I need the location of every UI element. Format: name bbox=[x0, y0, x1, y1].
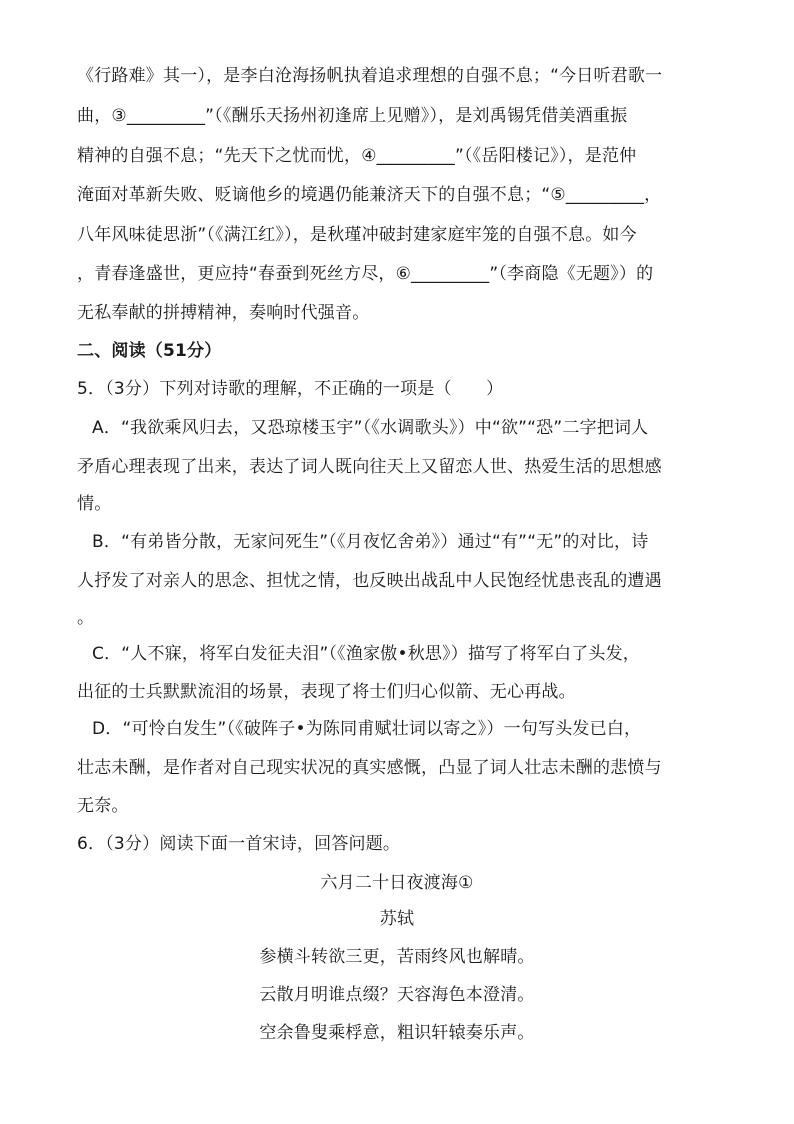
poem-title: 六月二十日夜渡海① bbox=[320, 873, 474, 893]
poem-line: 云散月明谁点缀？天容海色本澄清。 bbox=[259, 985, 535, 1005]
option-d-line: D．“可怜白发生”（《破阵子•为陈同甫赋壮词以寄之》）一句写头发已白， bbox=[92, 719, 642, 739]
section-heading: 二、阅读（51分） bbox=[77, 341, 222, 361]
option-b-line: 。 bbox=[77, 608, 95, 628]
poem-author: 苏轼 bbox=[379, 909, 415, 929]
paragraph-line: 淹面对革新失败、贬谪他乡的境遇仍能兼济天下的自强不息；“⑤_________， bbox=[77, 185, 662, 205]
option-a-line: 矛盾心理表现了出来，表达了词人既向往天上又留恋人世、热爱生活的思想感 bbox=[77, 457, 662, 477]
option-b-line: 人抒发了对亲人的思念、担忧之情，也反映出战乱中人民饱经忧患丧乱的遭遇 bbox=[77, 571, 662, 591]
paragraph-line: 八年风味徒思浙”（《满江红》），是秋瑾冲破封建家庭牢笼的自强不息。如今 bbox=[77, 225, 637, 245]
poem-line: 参横斗转欲三更，苦雨终风也解晴。 bbox=[259, 947, 535, 967]
option-c-line: 出征的士兵默默流泪的场景，表现了将士们归心似箭、无心再战。 bbox=[77, 682, 576, 702]
paragraph-line: 《行路难》其一），是李白沧海扬帆执着追求理想的自强不息；“今日听君歌一 bbox=[77, 66, 663, 86]
option-d-line: 无奈。 bbox=[77, 796, 129, 816]
paragraph-line: ，青春逢盛世，更应持“春蚕到死丝方尽，⑥_________”（李商隐《无题》）的 bbox=[77, 264, 654, 284]
poem-line: 空余鲁叟乘桴意，粗识轩辕奏乐声。 bbox=[259, 1023, 535, 1043]
question-5-stem: 5．（3分）下列对诗歌的理解，不正确的一项是（ ） bbox=[77, 379, 504, 399]
paragraph-line: 无私奉献的拼搏精神，奏响时代强音。 bbox=[77, 303, 370, 323]
option-a-line: A．“我欲乘风归去，又恐琼楼玉宇”（《水调歌头》）中“欲”“恐”二字把词人 bbox=[92, 418, 649, 438]
paragraph-line: 曲，③_________”（《酬乐天扬州初逢席上见赠》），是刘禹锡凭借美酒重振 bbox=[77, 106, 628, 126]
paragraph-line: 精神的自强不息；“先天下之忧而忧，④_________”（《岳阳楼记》），是范仲 bbox=[77, 146, 637, 166]
option-d-line: 壮志未酬，是作者对自己现实状况的真实感慨，凸显了词人壮志未酬的悲愤与 bbox=[77, 758, 662, 778]
option-a-line: 情。 bbox=[77, 494, 112, 514]
option-c-line: C．“人不寐，将军白发征夫泪”（《渔家傲•秋思》）描写了将军白了头发， bbox=[92, 644, 641, 664]
option-b-line: B．“有弟皆分散，无家问死生”（《月夜忆舍弟》）通过“有”“无”的对比，诗 bbox=[92, 532, 649, 552]
question-6-stem: 6．（3分）阅读下面一首宋诗，回答问题。 bbox=[77, 834, 401, 854]
